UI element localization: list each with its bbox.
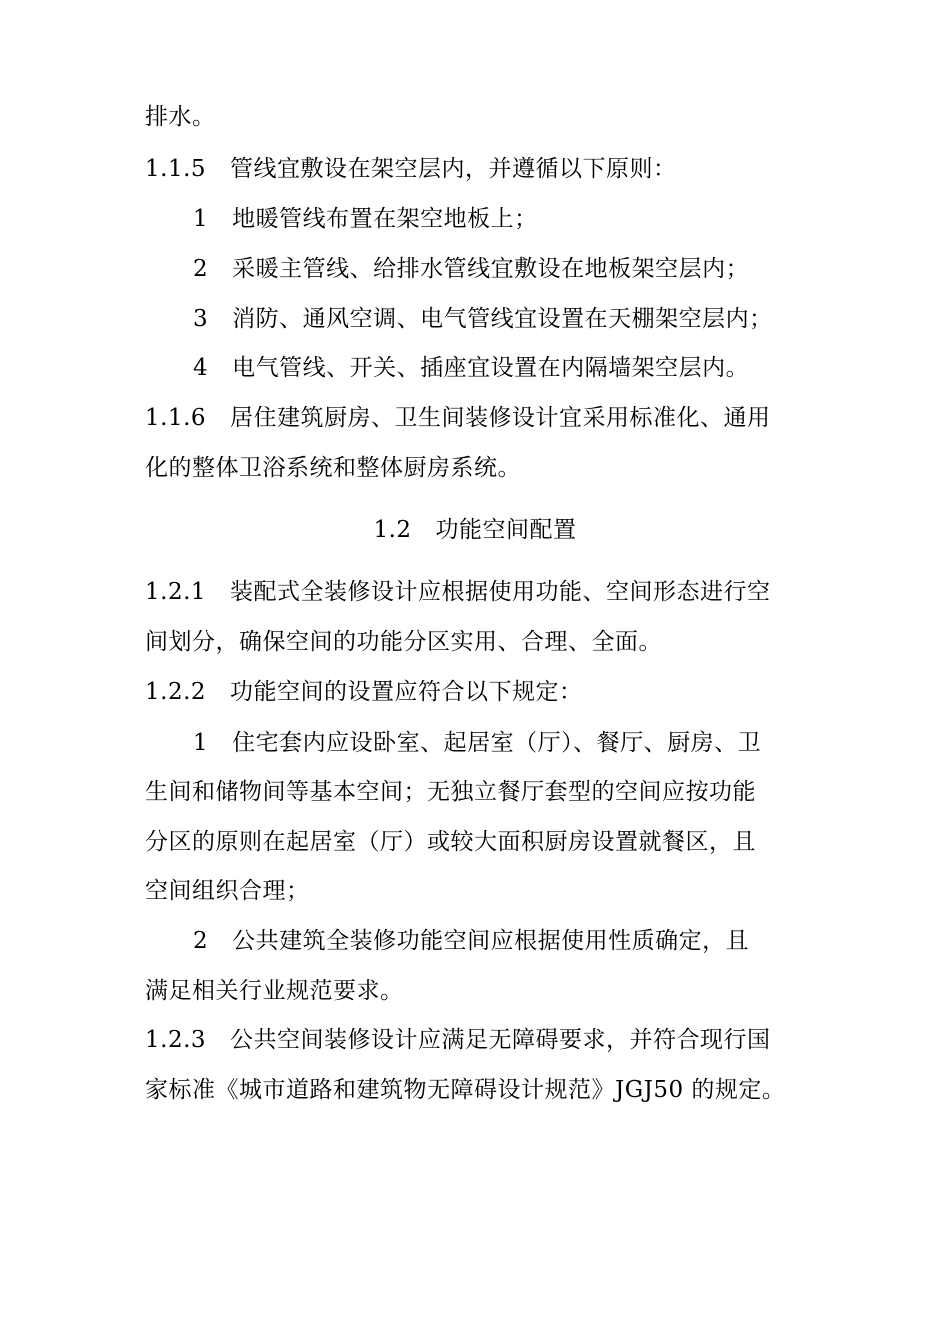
paragraph-line bbox=[145, 777, 815, 807]
line-text: 满足相关行业规范要求。 bbox=[145, 978, 404, 1004]
clause-1-1-6 bbox=[145, 403, 815, 433]
list-item-4 bbox=[193, 353, 863, 383]
list-text: 消防、通风空调、电气管线宜设置在天棚架空层内； bbox=[232, 306, 773, 332]
line-text: 分区的原则在起居室（厅）或较大面积厨房设置就餐区，且 bbox=[145, 829, 756, 855]
clause-number: 1.1.6 bbox=[145, 405, 207, 431]
clause-1-2-2 bbox=[145, 677, 815, 707]
line-text: 排水。 bbox=[145, 104, 216, 130]
clause-1-2-3 bbox=[145, 1025, 815, 1055]
list-text: 公共建筑全装修功能空间应根据使用性质确定，且 bbox=[232, 928, 750, 954]
list-number: 1 bbox=[193, 730, 209, 756]
clause-text: 居住建筑厨房、卫生间装修设计宜采用标准化、通用 bbox=[230, 405, 771, 431]
list-item-2 bbox=[193, 926, 863, 956]
line-text: 间划分，确保空间的功能分区实用、合理、全面。 bbox=[145, 629, 662, 655]
paragraph-line bbox=[145, 1075, 815, 1105]
list-item-2 bbox=[193, 254, 863, 284]
clause-text: 公共空间装修设计应满足无障碍要求，并符合现行国 bbox=[230, 1027, 771, 1053]
list-item-1 bbox=[193, 204, 863, 234]
section-heading-1-2 bbox=[0, 515, 950, 545]
section-number: 1.2 bbox=[373, 517, 412, 543]
clause-number: 1.2.3 bbox=[145, 1027, 207, 1053]
list-number: 4 bbox=[193, 355, 209, 381]
line-text: 化的整体卫浴系统和整体厨房系统。 bbox=[145, 455, 521, 481]
line-text: 空间组织合理； bbox=[145, 878, 310, 904]
list-number: 2 bbox=[193, 256, 209, 282]
list-item-1 bbox=[193, 728, 863, 758]
line-text: 生间和储物间等基本空间；无独立餐厅套型的空间应按功能 bbox=[145, 779, 756, 805]
list-text: 电气管线、开关、插座宜设置在内隔墙架空层内。 bbox=[232, 355, 750, 381]
paragraph-line bbox=[145, 827, 815, 857]
list-number: 1 bbox=[193, 206, 209, 232]
list-text: 采暖主管线、给排水管线宜敷设在地板架空层内； bbox=[232, 256, 750, 282]
paragraph-line bbox=[145, 976, 815, 1006]
paragraph-line bbox=[145, 876, 815, 906]
clause-text: 装配式全装修设计应根据使用功能、空间形态进行空 bbox=[230, 579, 771, 605]
paragraph-line bbox=[145, 453, 815, 483]
list-text: 地暖管线布置在架空地板上； bbox=[232, 206, 538, 232]
list-number: 2 bbox=[193, 928, 209, 954]
list-text: 住宅套内应设卧室、起居室（厅）、餐厅、厨房、卫 bbox=[232, 730, 762, 756]
clause-text: 管线宜敷设在架空层内，并遵循以下原则： bbox=[230, 156, 677, 182]
clause-text: 功能空间的设置应符合以下规定： bbox=[230, 679, 583, 705]
list-item-3 bbox=[193, 304, 863, 334]
clause-number: 1.2.2 bbox=[145, 679, 207, 705]
clause-number: 1.1.5 bbox=[145, 156, 207, 182]
section-title: 功能空间配置 bbox=[435, 517, 577, 543]
line-text: 家标准《城市道路和建筑物无障碍设计规范》JGJ50 的规定。 bbox=[145, 1077, 786, 1103]
paragraph-line bbox=[145, 627, 815, 657]
paragraph-line bbox=[145, 102, 815, 132]
clause-1-2-1 bbox=[145, 577, 815, 607]
list-number: 3 bbox=[193, 306, 209, 332]
clause-number: 1.2.1 bbox=[145, 579, 207, 605]
clause-1-1-5 bbox=[145, 154, 815, 184]
